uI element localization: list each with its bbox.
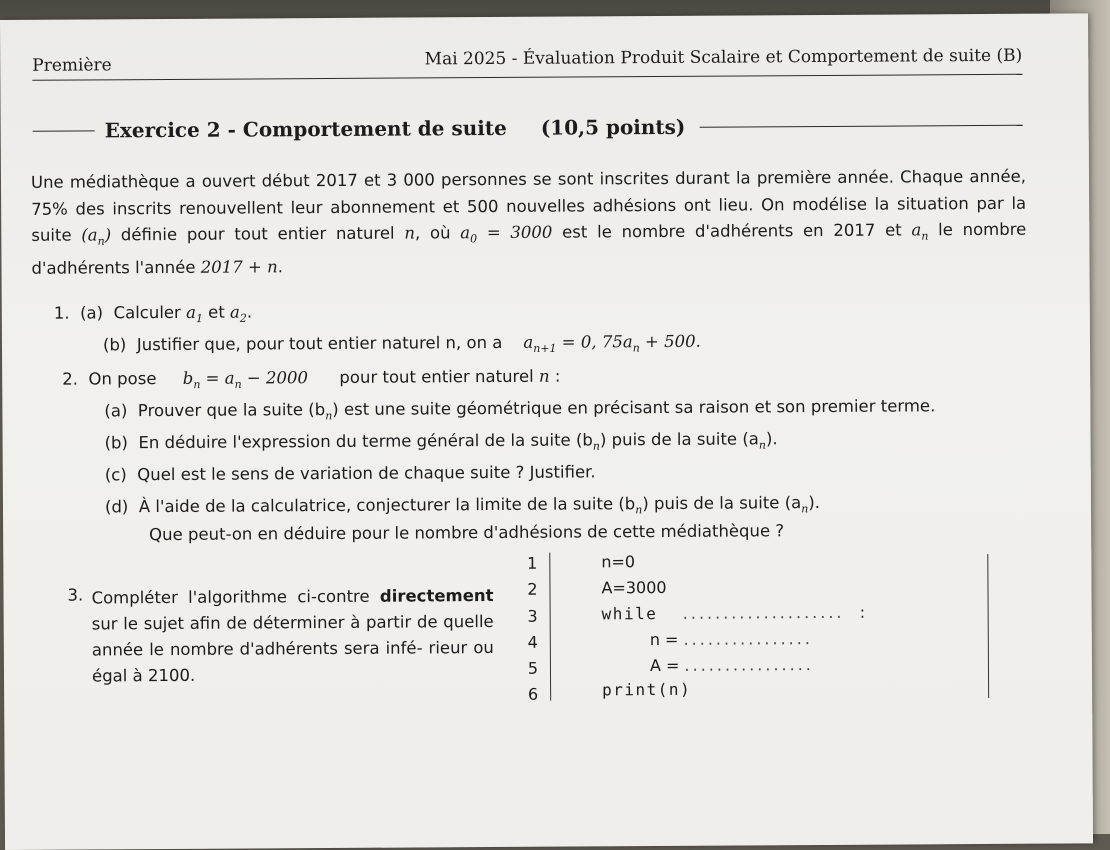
question-2a: [104, 396, 935, 423]
q2b-mid: ) puis de la suite (a: [599, 429, 759, 450]
algo-line-5: [650, 655, 814, 675]
q2-eq-sub: n: [234, 377, 242, 391]
q2-number: 2.: [62, 369, 79, 389]
q1b-formula-end: + 500.: [639, 331, 701, 352]
algo-line-1: n=0: [601, 552, 636, 572]
line-number: 1: [527, 553, 538, 573]
exercise-heading: [33, 110, 1023, 146]
q1a-end: .: [246, 302, 253, 322]
q1b-formula-a: a: [523, 332, 534, 352]
q1b-label: (b): [102, 335, 127, 355]
a0-letter: a: [460, 223, 471, 243]
q1a-a1-sub: 1: [195, 312, 203, 326]
q2b-label: (b): [104, 433, 129, 453]
while-colon: :: [859, 602, 866, 622]
seq-a-sub: n: [97, 234, 105, 248]
var-n: n: [404, 223, 416, 243]
q1a-et: et: [208, 302, 225, 322]
exercise-title: Exercice 2 - Comportement de suite: [104, 115, 507, 143]
a-assign-blank[interactable]: ................: [684, 655, 814, 675]
intro-text-4: est le nombre d'adhérents en 2017 et: [552, 220, 912, 242]
question-2b: [105, 429, 778, 455]
q2b-sub2: n: [758, 438, 767, 452]
seq-a-close: ): [104, 225, 112, 245]
heading-rule-right: [699, 124, 1022, 127]
q1b-formula: [523, 331, 701, 356]
q2d-sub2: n: [801, 502, 809, 516]
intro-text-5: le nombre d'adhérents l'année: [31, 219, 1027, 278]
algo-line-3: [602, 603, 866, 624]
question-1b: [103, 332, 701, 358]
q2-eq-end: − 2000: [241, 368, 308, 388]
q2-n: n: [538, 366, 550, 386]
q2b-sub: n: [592, 439, 601, 453]
line-number: 5: [527, 658, 539, 678]
seq-a-notation: [81, 225, 112, 248]
q1a-a2: a: [229, 302, 240, 322]
q1a-a1: a: [185, 302, 196, 322]
algo-line-2: A=3000: [601, 577, 667, 598]
exercise-points: (10,5 points): [540, 114, 686, 140]
intro-text-3: , où: [414, 223, 461, 243]
q2d-line2: Que peut-on en déduire pour le nombre d'adhésions de cette médiathèque ?: [149, 521, 785, 545]
q1b-formula-sub2: n: [632, 341, 640, 355]
seq-a-open: (a: [81, 225, 98, 245]
q2-bn-def: [182, 368, 308, 392]
question-1a: [54, 302, 252, 326]
an-notation: [911, 220, 929, 243]
line-number: 6: [527, 685, 539, 705]
a0-sub: 0: [470, 232, 478, 246]
q2d-label: (d): [104, 497, 129, 517]
q1a-label: (a): [79, 303, 104, 323]
algorithm-left-border: [549, 553, 551, 701]
page-header: [32, 44, 1022, 81]
q2d-text: À l'aide de la calculatrice, conjecturer la limite de la suite (b: [138, 494, 636, 517]
question-3: [91, 583, 494, 689]
exercise-intro: [31, 164, 1027, 282]
q2-tail: pour tout entier naturel: [339, 366, 534, 387]
while-condition-blank[interactable]: ....................: [682, 602, 845, 623]
q1a-text: Calculer: [113, 302, 181, 323]
question-2d: [105, 493, 820, 520]
exam-title: Mai 2025 - Évaluation Produit Scalaire et Comportement de suite (B): [424, 45, 1023, 70]
question-2d-line2: [149, 521, 784, 544]
a0-formula: [460, 222, 553, 246]
q2a-sub: n: [325, 409, 333, 423]
n-assign-blank[interactable]: ................: [683, 629, 813, 649]
q2b-text: En déduire l'expression du terme général de la suite (b: [138, 430, 593, 453]
q2d-end: ).: [808, 493, 821, 513]
algorithm-line-numbers: [503, 551, 538, 709]
q2a-label: (a): [104, 401, 128, 421]
q2c-text: Quel est le sens de variation de chaque suite ? Justifier.: [137, 462, 596, 485]
a-assign: A =: [649, 655, 680, 676]
intro-text-1: Une médiathèque a ouvert début 2017 et 3 000 personnes se sont inscrites durant la première année. Chaque année, 75% des inscrits renouvellent leur abonnement et 500 nouvelles adhésions ont lieu. On modélise la situation par la suite: [30, 166, 1027, 245]
q3-text-before: Compléter l'algorithme ci-contre: [91, 586, 380, 608]
algo-line-6: print(n): [602, 679, 692, 700]
q1-number: 1.: [53, 303, 70, 323]
intro-text-6: .: [277, 257, 284, 277]
q3-text-bold: directement: [379, 585, 494, 606]
q2-bn: b: [182, 368, 194, 388]
q2d-mid: ) puis de la suite (a: [642, 493, 802, 514]
q2d-sub: n: [635, 503, 643, 517]
q2c-label: (c): [104, 465, 127, 485]
year-expression: 2017 + n: [200, 257, 278, 277]
line-number: 4: [527, 632, 538, 652]
line-number: 3: [527, 606, 538, 626]
a0-eq: = 3000: [477, 222, 553, 243]
q1a-a2-sub: 2: [239, 311, 247, 325]
q3-text-after: sur le sujet afin de déterminer à partir de quelle année le nombre d'adhérents sera infé- rieur ou égal à 2100.: [91, 611, 494, 686]
q2a-rest: ) est une suite géométrique en précisant sa raison et son premier terme.: [332, 396, 936, 419]
q2-colon: :: [549, 366, 561, 386]
algo-line-4: [650, 629, 813, 649]
intro-text-2: définie pour tout entier naturel: [111, 223, 405, 245]
q1b-text: Justifier que, pour tout entier naturel n, on a: [136, 332, 503, 355]
an-sub: n: [921, 229, 929, 243]
class-level: Première: [32, 55, 112, 76]
while-keyword: while: [601, 603, 658, 624]
question-2-intro: [62, 367, 560, 392]
question-2c: [105, 462, 596, 484]
exam-sheet: [0, 13, 1093, 850]
line-number: 2: [527, 580, 538, 600]
n-assign: n =: [649, 629, 679, 650]
an-letter: a: [911, 220, 922, 240]
q2a-text: Prouver que la suite (b: [137, 400, 326, 421]
q2-eq: = a: [200, 368, 235, 388]
q1b-formula-rest: = 0, 75a: [556, 332, 633, 352]
q1b-formula-sub: n+1: [533, 341, 557, 356]
heading-rule-left: [33, 130, 95, 131]
q2-bn-sub: n: [193, 378, 201, 392]
q2b-end: ).: [765, 429, 778, 449]
q2-pose: On pose: [88, 369, 157, 389]
q3-number: 3.: [67, 585, 84, 605]
algorithm-right-border: [987, 554, 989, 698]
